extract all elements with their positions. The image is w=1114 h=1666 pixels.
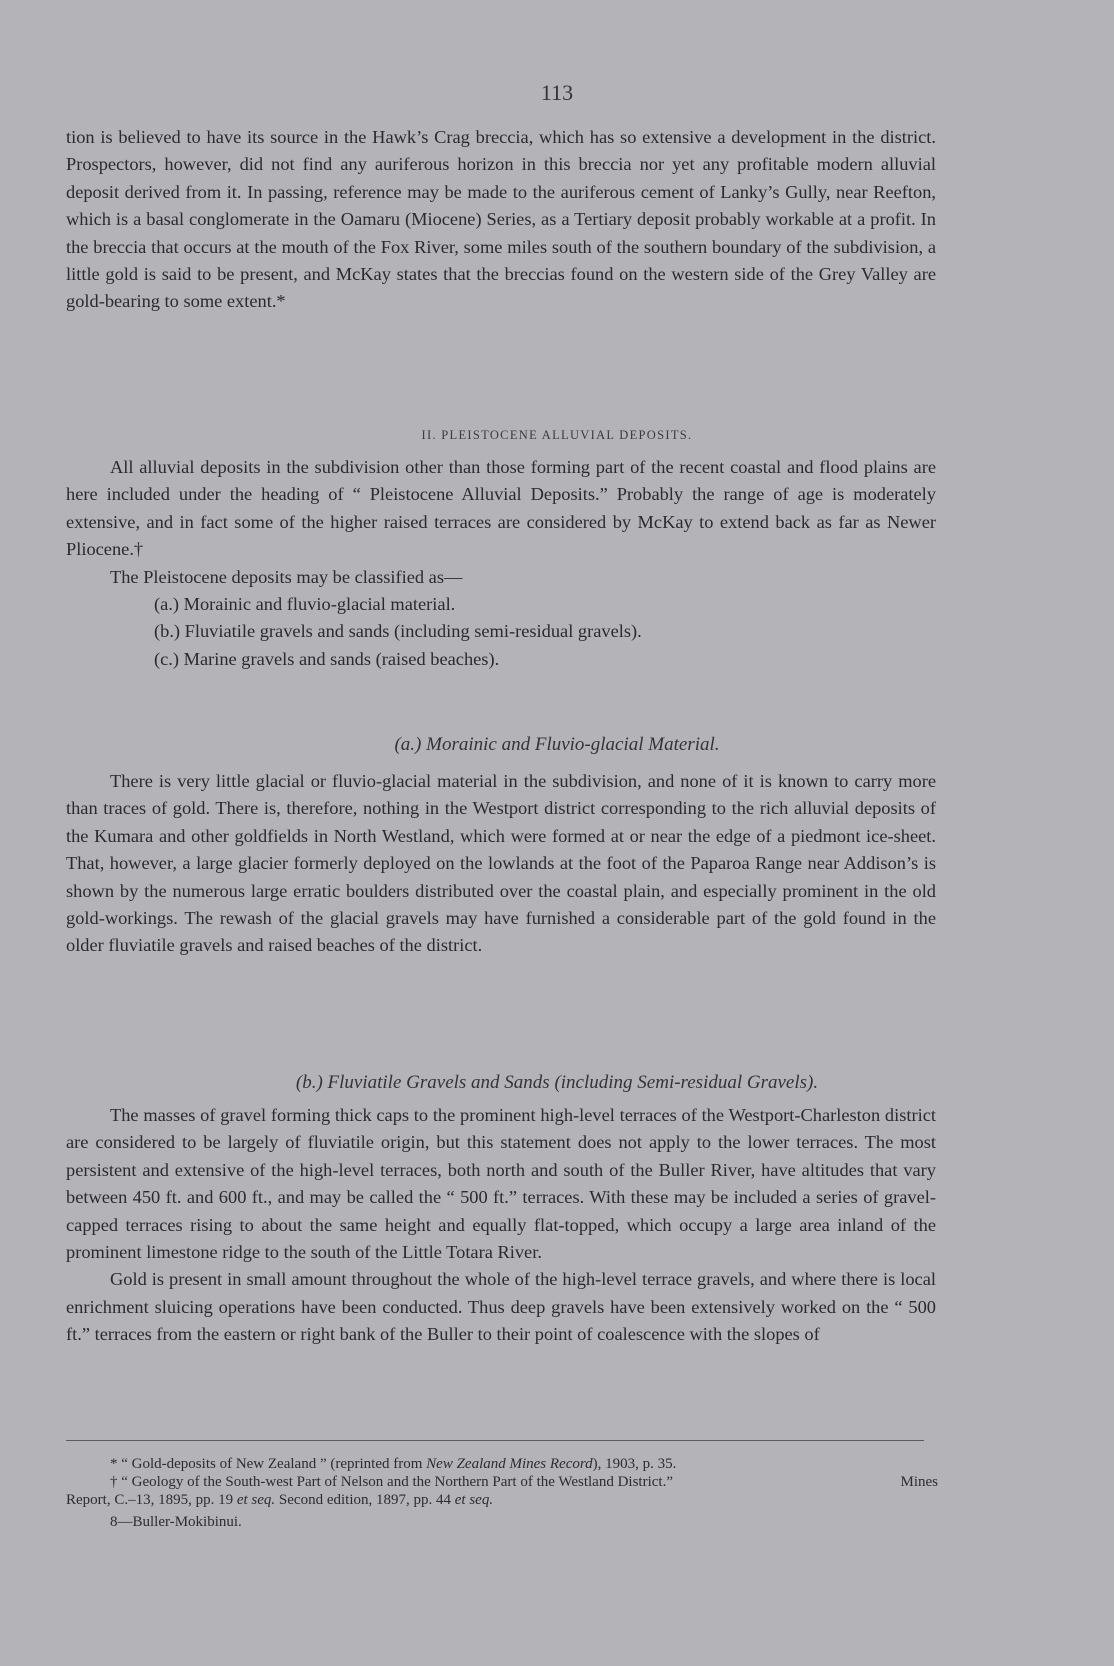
subsection-a-heading: (a.) Morainic and Fluvio-glacial Material.: [394, 734, 720, 755]
signature-mark: 8—Buller-Mokibinui.: [110, 1514, 242, 1530]
list-item: (a.) Morainic and fluvio-glacial material.: [154, 594, 456, 615]
footnote-1-title: New Zealand Mines Record: [426, 1456, 593, 1472]
subsection-b-paragraph-2: Gold is present in small amount throughout the whole of the high-level terrace gravels, and where there is local enrichment sluicing operations have been conducted. Thus deep gravels have been extensively worked on the “ 500 ft.” terraces from the eastern or right bank of the Buller to their point of coalescence with the slopes of: [66, 1269, 936, 1345]
classification-list: [66, 564, 936, 674]
footnote-2-line-1: [66, 1473, 938, 1491]
footnotes: [66, 1455, 938, 1509]
footnote-2-report: Report, C.–13, 1895, pp. 19: [66, 1492, 237, 1508]
opening-paragraph: tion is believed to have its source in the Hawk’s Crag breccia, which has so extensive a development in the district. Prospectors, however, did not find any auriferous horizon in this breccia nor yet any profitable modern alluvial deposit derived from it. In passing, reference may be made to the auriferous cement of Lanky’s Gully, near Reefton, which is a basal conglomerate in the Oamaru (Miocene) Series, as a Tertiary deposit probably workable at a profit. In the breccia that occurs at the mouth of the Fox River, some miles south of the southern boundary of the subdivision, a little gold is said to be present, and McKay states that the breccias found on the western side of the Grey Valley are gold-bearing to some extent.*: [66, 127, 936, 312]
footnote-1: [66, 1455, 938, 1473]
section-paragraph: All alluvial deposits in the subdivision other than those forming part of the recent coastal and flood plains are here included under the heading of “ Pleistocene Alluvial Deposits.” Probably the range of age is moderately extensive, and in fact some of the higher raised terraces are considered by McKay to extend back as far as Newer Pliocene.†: [66, 457, 936, 560]
classification-lead: The Pleistocene deposits may be classified as—: [110, 566, 463, 587]
subsection-b-paragraph-1: The masses of gravel forming thick caps to the prominent high-level terraces of the Westport-Charleston district are considered to be largely of fluviatile origin, but this statement does not apply to the lower terraces. The most persistent and extensive of the high-level terraces, both north and south of the Buller River, have altitudes that vary between 450 ft. and 600 ft., and may be called the “ 500 ft.” terraces. With these may be included a series of gravel-capped terraces rising to about the same height and equally flat-topped, which occupy a large area inland of the prominent limestone ridge to the south of the Little Totara River.: [66, 1105, 936, 1263]
subsection-a-body: [66, 768, 936, 960]
footnote-2-text: † “ Geology of the South-west Part of Nelson and the Northern Part of the Westland District.”: [110, 1474, 673, 1490]
footnote-2-etseq-2: et seq.: [454, 1492, 494, 1508]
page-number: 113: [540, 80, 574, 105]
footnote-divider: [66, 1440, 924, 1441]
list-item: (b.) Fluviatile gravels and sands (including semi-residual gravels).: [154, 621, 642, 642]
list-item: (c.) Marine gravels and sands (raised beaches).: [154, 648, 500, 669]
footnote-1-tail: ), 1903, p. 35.: [592, 1456, 677, 1472]
subsection-b-body: [66, 1102, 936, 1349]
footnote-2-etseq-1: et seq.: [236, 1492, 276, 1508]
opening-paragraph-block: [66, 124, 936, 316]
footnote-2-mines: Mines: [900, 1474, 938, 1490]
section-heading: II. PLEISTOCENE ALLUVIAL DEPOSITS.: [421, 428, 693, 442]
footnote-2-edition: Second edition, 1897, pp. 44: [275, 1492, 455, 1508]
section-body: [66, 454, 936, 673]
subsection-b-heading: (b.) Fluviatile Gravels and Sands (including Semi-residual Gravels).: [295, 1072, 819, 1093]
subsection-a-paragraph: There is very little glacial or fluvio-glacial material in the subdivision, and none of it is known to carry more than traces of gold. There is, therefore, nothing in the Westport district corresponding to the rich alluvial deposits of the Kumara and other goldfields in North Westland, which were formed at or near the edge of a piedmont ice-sheet. That, however, a large glacier formerly deployed on the lowlands at the foot of the Paparoa Range near Addison’s is shown by the numerous large erratic boulders distributed over the coastal plain, and especially prominent in the old gold-workings. The rewash of the glacial gravels may have furnished a considerable part of the gold found in the older fluviatile gravels and raised beaches of the district.: [66, 771, 936, 956]
footnote-1-text: * “ Gold-deposits of New Zealand ” (reprinted from: [110, 1456, 427, 1472]
footnote-2-line-2: [66, 1491, 938, 1509]
